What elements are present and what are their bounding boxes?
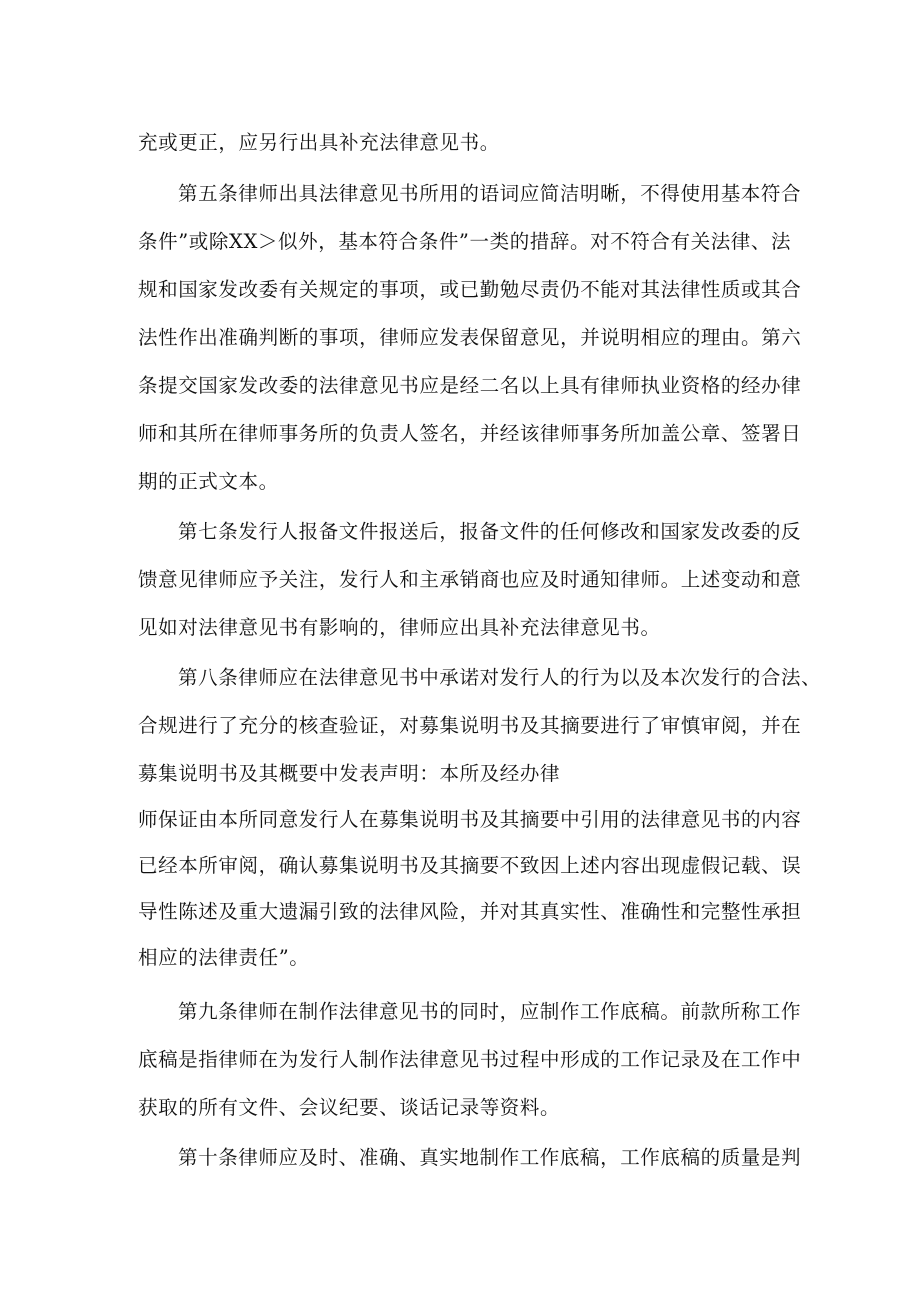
text-line-9: 第七条发行人报备文件报送后，报备文件的任何修改和国家发改委的反: [178, 520, 802, 543]
text-line-2: 第五条律师出具法律意见书所用的语词应简洁明晰，不得使用基本符合: [178, 182, 802, 205]
text-line-5: 法性作出准确判断的事项，律师应发表保留意见，并说明相应的理由。第六: [138, 326, 802, 349]
text-line-10: 馈意见律师应予关注，发行人和主承销商也应及时通知律师。上述变动和意: [138, 568, 802, 591]
text-line-11: 见如对法律意见书有影响的，律师应出具补充法律意见书。: [138, 616, 661, 639]
text-line-14: 募集说明书及其概要中发表声明：本所及经办律: [138, 762, 561, 785]
text-line-16: 已经本所审阅，确认募集说明书及其摘要不致因上述内容出现虚假记载、误: [138, 854, 802, 877]
text-line-21: 获取的所有文件、会议纪要、谈话记录等资料。: [138, 1096, 561, 1119]
text-line-6: 条提交国家发改委的法律意见书应是经二名以上具有律师执业资格的经办律: [138, 374, 802, 397]
text-line-20: 底稿是指律师在为发行人制作法律意见书过程中形成的工作记录及在工作中: [138, 1048, 802, 1071]
text-line-7: 师和其所在律师事务所的负责人签名，并经该律师事务所加盖公章、签署日: [138, 422, 802, 445]
text-line-13: 合规进行了充分的核查验证，对募集说明书及其摘要进行了审慎审阅，并在: [138, 714, 802, 737]
text-line-8: 期的正式文本。: [138, 470, 279, 493]
text-line-1: 充或更正，应另行出具补充法律意见书。: [138, 131, 500, 154]
text-line-17: 导性陈述及重大遗漏引致的法律风险，并对其真实性、准确性和完整性承担: [138, 900, 802, 923]
text-line-19: 第九条律师在制作法律意见书的同时，应制作工作底稿。前款所称工作: [178, 1000, 802, 1023]
text-line-15: 师保证由本所同意发行人在募集说明书及其摘要中引用的法律意见书的内容: [138, 808, 802, 831]
text-line-4: 规和国家发改委有关规定的事项，或已勤勉尽责仍不能对其法律性质或其合: [138, 278, 802, 301]
text-line-12: 第八条律师应在法律意见书中承诺对发行人的行为以及本次发行的合法、: [178, 666, 822, 689]
text-line-3: 条件”或除XX＞似外，基本符合条件”一类的措辞。对不符合有关法律、法: [138, 230, 792, 253]
text-line-18: 相应的法律责任”。: [138, 946, 310, 969]
text-line-22: 第十条律师应及时、准确、真实地制作工作底稿，工作底稿的质量是判: [178, 1146, 802, 1169]
